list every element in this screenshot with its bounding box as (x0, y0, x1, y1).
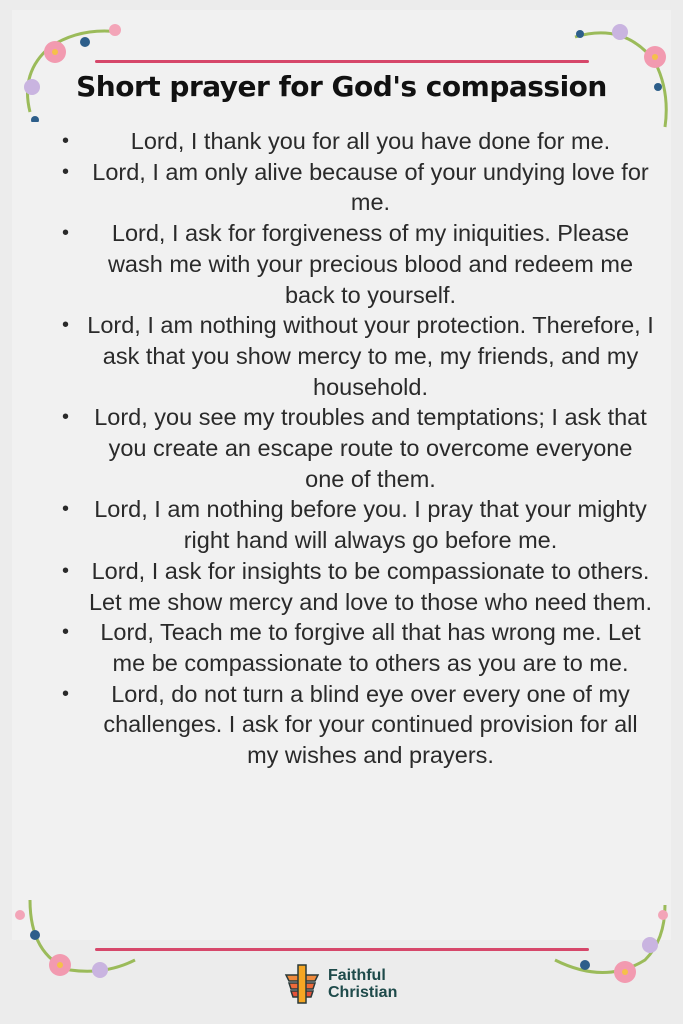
logo-line-1: Faithful (328, 967, 386, 984)
prayer-list (60, 126, 655, 771)
list-item: • Lord, Teach me to forgive all that has wrong me. Let me be compassionate to others as you are to me. (62, 619, 641, 676)
list-item: • Lord, you see my troubles and temptations; I ask that you create an escape route to overcome everyone one of them. (62, 404, 647, 492)
list-item: • Lord, I thank you for all you have done for me. (60, 126, 655, 157)
list-item: • Lord, I ask for insights to be compassionate to others. Let me show mercy and love to those who need them. (62, 557, 652, 615)
bottom-divider (95, 948, 589, 951)
list-item: • Lord, I am nothing without your protection. Therefore, I ask that you show mercy to me, my friends, and my household. (62, 312, 654, 400)
list-item: • Lord, I am only alive because of your undying love for me. (62, 158, 649, 216)
logo-line-2: Christian (328, 984, 398, 1001)
bullet: • (62, 682, 70, 705)
bullet: • (62, 498, 70, 521)
cross-icon (282, 963, 322, 1005)
bullet: • (62, 130, 70, 152)
list-item: • Lord, do not turn a blind eye over every one of my challenges. I ask for your continued provision for all my wishes and prayers. (62, 680, 638, 769)
flower-decoration-top-left (10, 12, 130, 122)
bullet: • (62, 314, 70, 337)
faithful-christian-logo (282, 963, 397, 1005)
bullet: • (62, 160, 70, 183)
page-title: Short prayer for God's compassion (76, 70, 607, 103)
bullet: • (62, 222, 70, 245)
bullet: • (62, 559, 70, 582)
bullet: • (62, 406, 70, 429)
bullet: • (62, 621, 70, 644)
top-divider (95, 60, 589, 63)
list-item: • Lord, I ask for forgiveness of my iniquities. Please wash me with your precious blood and redeem me back to yourself. (62, 220, 634, 308)
list-item: • Lord, I am nothing before you. I pray that your mighty right hand will always go before me. (62, 496, 647, 554)
flower-decoration-bottom-left (10, 895, 140, 990)
